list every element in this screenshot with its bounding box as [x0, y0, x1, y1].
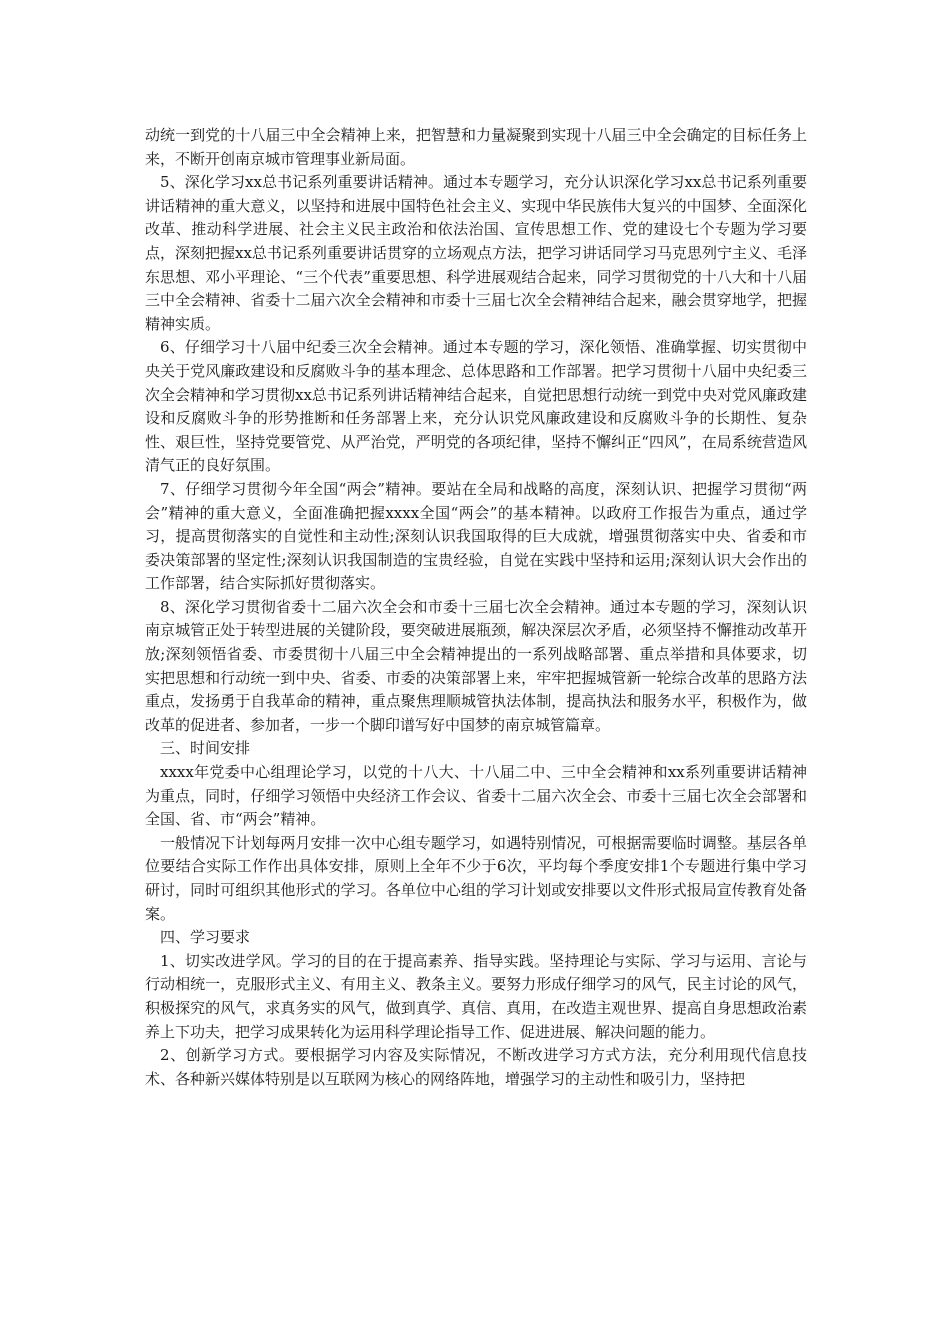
paragraph-item-7: 7、仔细学习贯彻今年全国“两会”精神。要站在全局和战略的高度，深刻认识、把握学习贯彻“两会”精神的重大意义，全面准确把握xxxx全国“两会”的基本精神。以政府工作报告为重点，通过学习，提高贯彻落实的自觉性和主动性;深刻认识我国取得的巨大成就，增强贯彻落实中央、省委和市委决策部署的坚定性;深刻认识我国制造的宝贵经验，自觉在实践中坚持和运用;深刻认识大会作出的工作部署，结合实际抓好贯彻落实。	[145, 479, 807, 593]
paragraph-schedule-1: xxxx年党委中心组理论学习，以党的十八大、十八届二中、三中全会精神和xx系列重要讲话精神为重点，同时，仔细学习领悟中央经济工作会议、省委十二届六次全会、市委十三届七次全会部署和全国、省、市“两会”精神。	[145, 763, 807, 829]
paragraph-item-6: 6、仔细学习十八届中纪委三次全会精神。通过本专题的学习，深化领悟、准确掌握、切实贯彻中央关于党风廉政建设和反腐败斗争的基本理念、总体思路和工作部署。把学习贯彻十八届中央纪委三次全会精神和学习贯彻xx总书记系列讲话精神结合起来，自觉把思想行动统一到党中央对党风廉政建设和反腐败斗争的形势推断和任务部署上来，充分认识党风廉政建设和反腐败斗争的长期性、复杂性、艰巨性，坚持党要管党、从严治党，严明党的各项纪律，坚持不懈纠正“四风”，在局系统营造风清气正的良好氛围。	[145, 338, 807, 475]
paragraph-requirement-2: 2、创新学习方式。要根据学习内容及实际情况，不断改进学习方式方法，充分利用现代信息技术、各种新兴媒体特别是以互联网为核心的网络阵地，增强学习的主动性和吸引力，坚持把	[145, 1046, 807, 1088]
paragraph-item-8: 8、深化学习贯彻省委十二届六次全会和市委十三届七次全会精神。通过本专题的学习，深刻认识南京城管正处于转型进展的关键阶段，要突破进展瓶颈，解决深层次矛盾，必须坚持不懈推动改革开放;深刻领悟省委、市委贯彻十八届三中全会精神提出的一系列战略部署、重点举措和具体要求，切实把思想和行动统一到中央、省委、市委的决策部署上来，牢牢把握城管新一轮综合改革的思路方法重点，发扬勇于自我革命的精神，重点聚焦理顺城管执法体制，提高执法和服务水平，积极作为，做改革的促进者、参加者，一步一个脚印谱写好中国梦的南京城管篇章。	[145, 597, 807, 734]
paragraph-requirement-1: 1、切实改进学风。学习的目的在于提高素养、指导实践。坚持理论与实际、学习与运用、言论与行动相统一，克服形式主义、有用主义、教条主义。要努力形成仔细学习的风气，民主讨论的风气，积极探究的风气，求真务实的风气，做到真学、真信、真用，在改造主观世界、提高自身思想政治素养上下功夫，把学习成果转化为运用科学理论指导工作、促进进展、解决问题的能力。	[145, 951, 807, 1041]
section-heading-schedule: 三、时间安排	[160, 739, 251, 758]
paragraph-item-5: 5、深化学习xx总书记系列重要讲话精神。通过本专题学习，充分认识深化学习xx总书记系列重要讲话精神的重大意义，以坚持和进展中国特色社会主义、实现中华民族伟大复兴的中国梦、全面深化改革、推动科学进展、社会主义民主政治和依法治国、宣传思想工作、党的建设七个专题为学习要点，深刻把握xx总书记系列重要讲话贯穿的立场观点方法，把学习讲话同学习马克思列宁主义、毛泽东思想、邓小平理论、“三个代表”重要思想、科学进展观结合起来，同学习贯彻党的十八大和十八届三中全会精神、省委十二届六次全会精神和市委十三届七次全会精神结合起来，融会贯穿地学，把握精神实质。	[145, 173, 807, 333]
document-body	[145, 124, 807, 1091]
paragraph-continuation: 动统一到党的十八届三中全会精神上来，把智慧和力量凝聚到实现十八届三中全会确定的目标任务上来，不断开创南京城市管理事业新局面。	[145, 126, 807, 168]
paragraph-schedule-2: 一般情况下计划每两月安排一次中心组专题学习，如遇特别情况，可根据需要临时调整。基层各单位要结合实际工作作出具体安排，原则上全年不少于6次，平均每个季度安排1个专题进行集中学习研讨，同时可组织其他形式的学习。各单位中心组的学习计划或安排要以文件形式报局宣传教育处备案。	[145, 833, 807, 923]
section-heading-requirements: 四、学习要求	[160, 928, 251, 947]
